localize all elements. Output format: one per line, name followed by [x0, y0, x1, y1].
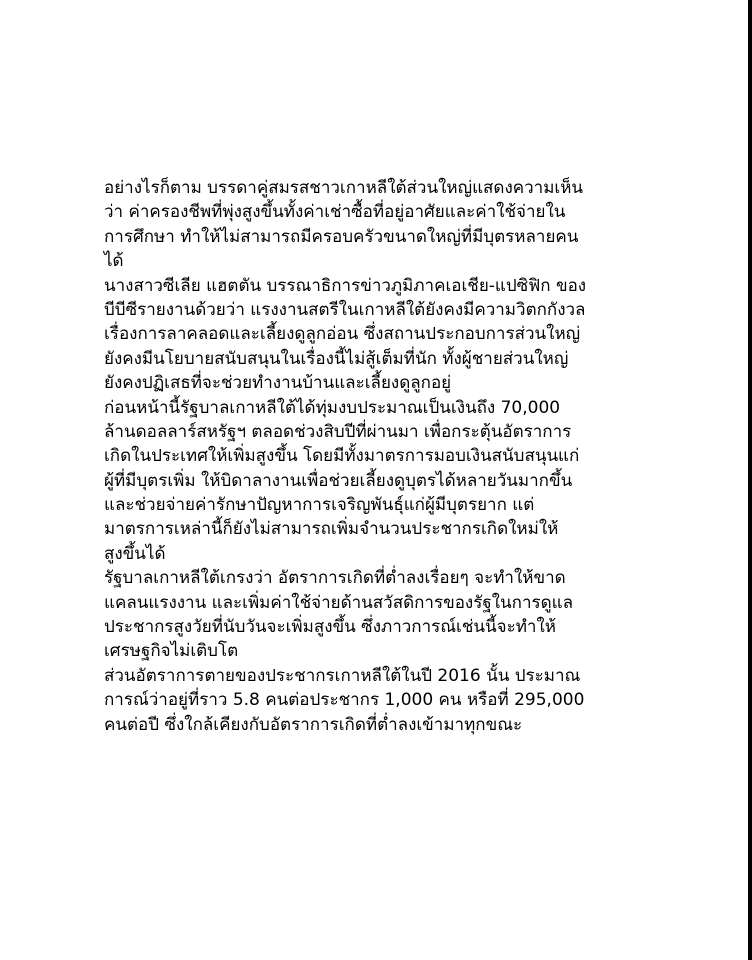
text-line: การณ์ว่าอยู่ที่ราว 5.8 คนต่อประชากร 1,000 คน หรือที่ 295,000 [104, 690, 585, 711]
text-line: อย่างไรก็ตาม บรรดาคู่สมรสชาวเกาหลีใต้ส่วนใหญ่แสดงความเห็น [104, 178, 584, 198]
text-line: คนต่อปี ซึ่งใกล้เคียงกับอัตราการเกิดที่ต่ำลงเข้ามาทุกขณะ [104, 714, 523, 735]
text-line: เรื่องการลาคลอดและเลี้ยงดูลูกอ่อน ซึ่งสถานประกอบการส่วนใหญ่ [104, 324, 581, 345]
text-line: ยังคงมีนโยบายสนับสนุนในเรื่องนี้ไม่สู้เต็มที่นัก ทั้งผู้ชายส่วนใหญ่ [104, 348, 569, 369]
text-line: ก่อนหน้านี้รัฐบาลเกาหลีใต้ได้ทุ่มงบประมาณเป็นเงินถึง 70,000 [104, 397, 561, 418]
page-right-edge [748, 0, 752, 960]
text-line: ผู้ที่มีบุตรเพิ่ม ให้บิดาลางานเพื่อช่วยเลี้ยงดูบุตรได้หลายวันมากขึ้น [104, 470, 573, 491]
text-line: ประชากรสูงวัยที่นับวันจะเพิ่มสูงขึ้น ซึ่งภาวการณ์เช่นนี้จะทำให้ [104, 617, 556, 638]
text-line: ยังคงปฏิเสธที่จะช่วยทำงานบ้านและเลี้ยงดูลูกอยู่ [104, 373, 452, 394]
text-line: ล้านดอลลาร์สหรัฐฯ ตลอดช่วงสิบปีที่ผ่านมา เพื่อกระตุ้นอัตราการ [104, 421, 572, 442]
text-line: เกิดในประเทศให้เพิ่มสูงขึ้น โดยมีทั้งมาตรการมอบเงินสนับสนุนแก่ [104, 446, 580, 467]
text-line: แคลนแรงงาน และเพิ่มค่าใช้จ่ายด้านสวัสดิการของรัฐในการดูแล [104, 592, 574, 613]
text-line: สูงขึ้นได้ [104, 543, 166, 564]
text-line: รัฐบาลเกาหลีใต้เกรงว่า อัตราการเกิดที่ต่ำลงเรื่อยๆ จะทำให้ขาด [104, 568, 566, 589]
text-line: ส่วนอัตราการตายของประชากรเกาหลีใต้ในปี 2016 นั้น ประมาณ [104, 665, 581, 686]
text-line: และช่วยจ่ายค่ารักษาปัญหาการเจริญพันธุ์แก่ผู้มีบุตรยาก แต่ [104, 495, 535, 516]
text-line: มาตรการเหล่านี้ก็ยังไม่สามารถเพิ่มจำนวนประชากรเกิดใหม่ให้ [104, 519, 559, 540]
text-line: บีบีซีรายงานด้วยว่า แรงงานสตรีในเกาหลีใต้ยังคงมีความวิตกกังวล [104, 299, 586, 320]
text-line: ว่า ค่าครองชีพที่พุ่งสูงขึ้นทั้งค่าเช่าซื้อที่อยู่อาศัยและค่าใช้จ่ายใน [104, 202, 566, 223]
text-line: ได้ [104, 251, 124, 272]
text-line: เศรษฐกิจไม่เติบโต [104, 641, 239, 662]
article-text [104, 176, 628, 737]
text-line: นางสาวซีเลีย แฮตตัน บรรณาธิการข่าวภูมิภาคเอเชีย-แปซิฟิก ของ [104, 275, 587, 296]
text-line: การศึกษา ทำให้ไม่สามารถมีครอบครัวขนาดใหญ่ที่มีบุตรหลายคน [104, 226, 579, 247]
